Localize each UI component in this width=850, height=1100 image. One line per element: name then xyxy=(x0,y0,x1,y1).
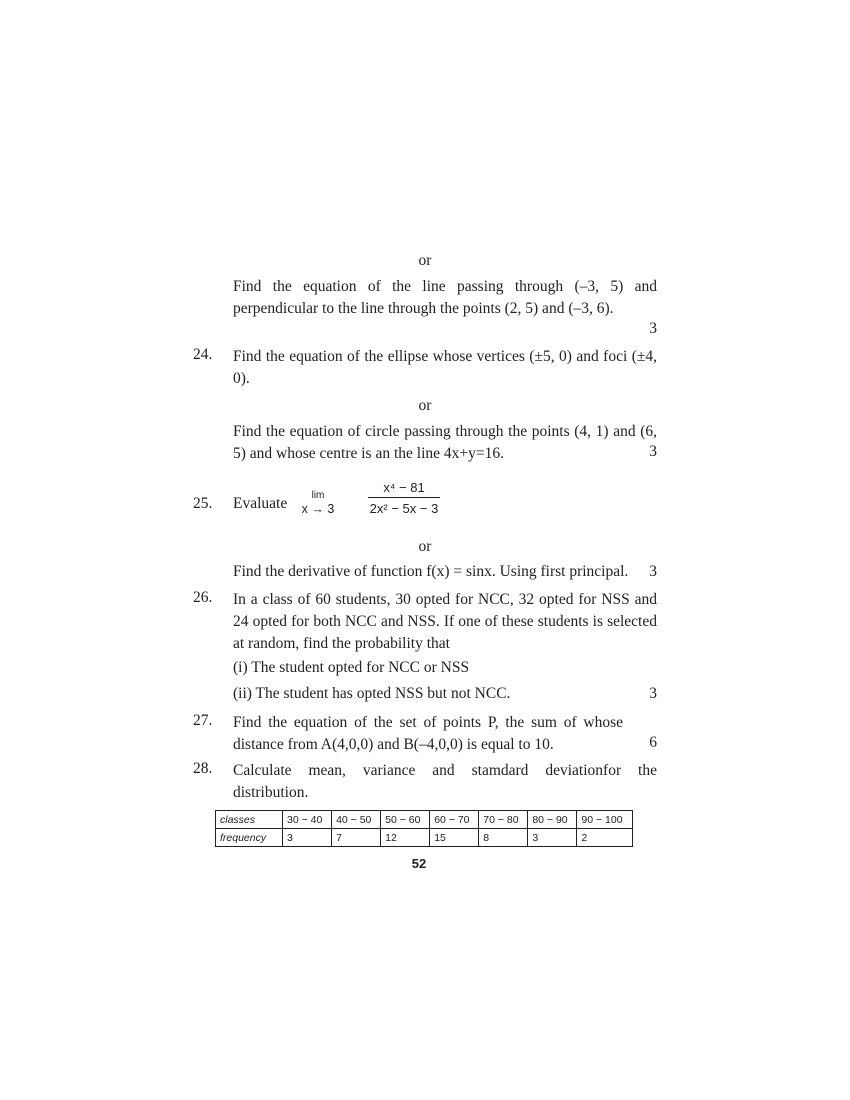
page-number: 52 xyxy=(411,856,427,871)
q27-text: Find the equation of the set of points P, the sum of whose distance from A(4,0,0) and B(–4,0,0) is equal to 10. xyxy=(233,714,623,753)
table-cell: 80 − 90 xyxy=(528,811,577,829)
or-separator-3: or xyxy=(418,538,432,555)
table-cell: 3 xyxy=(283,829,332,847)
table-cell: 30 − 40 xyxy=(283,811,332,829)
table-row-frequency xyxy=(216,829,633,847)
q26-marks: 3 xyxy=(649,685,657,702)
q26-part-1: (i) The student opted for NCC or NSS xyxy=(233,659,470,676)
fraction-numerator: x⁴ − 81 xyxy=(383,480,425,495)
table-cell: 60 − 70 xyxy=(430,811,479,829)
q25-number: 25. xyxy=(193,495,213,512)
or-separator-1: or xyxy=(418,252,432,269)
table-cell: 12 xyxy=(381,829,430,847)
table-cell: 15 xyxy=(430,829,479,847)
q24-text: Find the equation of the ellipse whose vertices (±5, 0) and foci (±4, 0). xyxy=(233,348,657,387)
q23-marks: 3 xyxy=(649,320,657,337)
q25-marks: 3 xyxy=(649,563,657,580)
q27-marks: 6 xyxy=(649,734,657,751)
q26-text: In a class of 60 students, 30 opted for NCC, 32 opted for NSS and 24 opted for both NCC and NSS. If one of these students is selected at random, find the probability that xyxy=(233,591,657,652)
fraction xyxy=(366,480,442,516)
or-separator-2: or xyxy=(418,397,432,414)
table-row-label: classes xyxy=(216,811,283,829)
limit-expression xyxy=(299,490,337,516)
limit-word: lim xyxy=(311,490,325,501)
table-cell: 70 − 80 xyxy=(479,811,528,829)
q24-marks: 3 xyxy=(649,443,657,460)
q26-part-2: (ii) The student has opted NSS but not NCC. xyxy=(233,685,511,702)
q25-label: Evaluate xyxy=(233,495,288,512)
q25-alt-text: Find the derivative of function f(x) = sinx. Using first principal. xyxy=(233,563,629,580)
q24-number: 24. xyxy=(193,346,213,363)
distribution-table xyxy=(215,810,633,847)
table-cell: 90 − 100 xyxy=(577,811,633,829)
table-row-label: frequency xyxy=(216,829,283,847)
table-cell: 7 xyxy=(332,829,381,847)
q27-number: 27. xyxy=(193,712,213,729)
table-cell: 2 xyxy=(577,829,633,847)
q23-alt-text: Find the equation of the line passing through (–3, 5) and perpendicular to the line through the points (2, 5) and (–3, 6). xyxy=(233,278,657,317)
table-row-classes xyxy=(216,811,633,829)
q26-number: 26. xyxy=(193,589,213,606)
q28-number: 28. xyxy=(193,760,213,777)
table-cell: 40 − 50 xyxy=(332,811,381,829)
limit-subscript: x → 3 xyxy=(301,502,335,516)
table-cell: 3 xyxy=(528,829,577,847)
table-cell: 8 xyxy=(479,829,528,847)
q28-text: Calculate mean, variance and stamdard deviationfor the distribution. xyxy=(233,762,657,801)
table-cell: 50 − 60 xyxy=(381,811,430,829)
fraction-denominator: 2x² − 5x − 3 xyxy=(369,501,439,516)
q24-alt-text: Find the equation of circle passing through the points (4, 1) and (6, 5) and whose centre is an the line 4x+y=16. xyxy=(233,423,657,462)
